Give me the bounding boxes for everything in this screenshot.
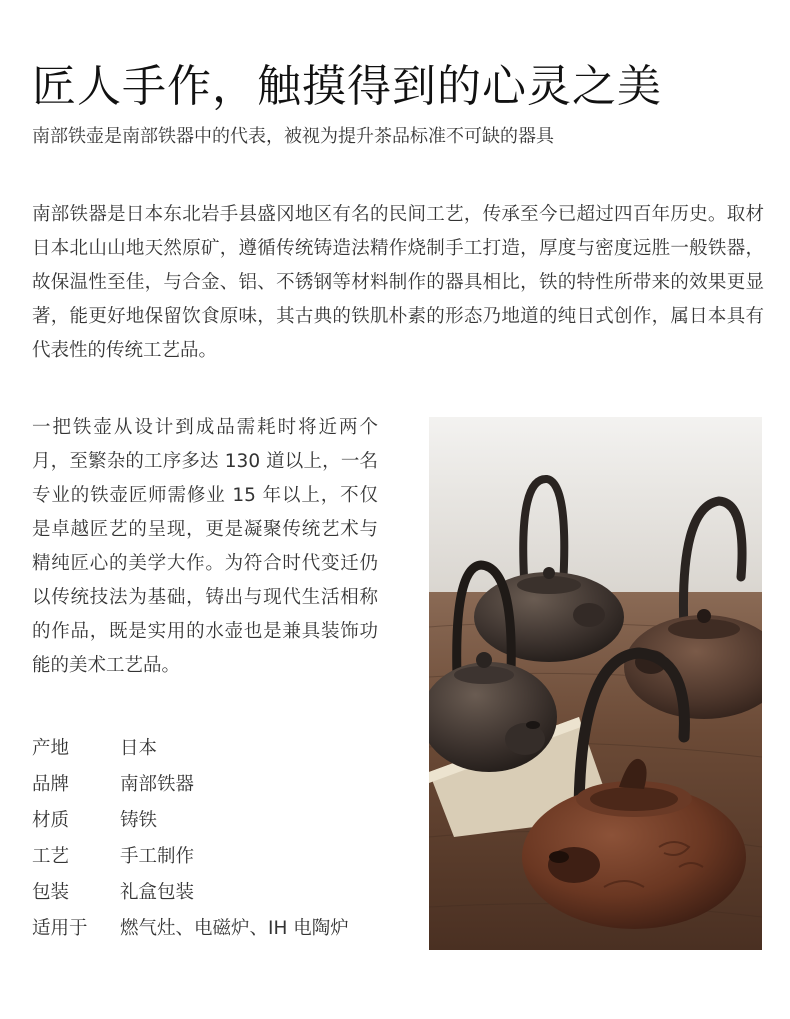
spec-row-compatibility [32, 909, 412, 945]
spec-row-craft [32, 837, 412, 873]
intro-paragraph: 南部铁器是日本东北岩手县盛冈地区有名的民间工艺，传承至今已超过四百年历史。取材日本北山山地天然原矿，遵循传统铸造法精作烧制手工打造，厚度与密度远胜一般铁器，故保温性至佳，与合金、铝、不锈钢等材料制作的器具相比，铁的特性所带来的效果更显著，能更好地保留饮食原味，其古典的铁肌朴素的形态乃地道的纯日式创作，属日本具有代表性的传统工艺品。 [32, 204, 764, 361]
spec-value: 南部铁器 [120, 774, 195, 795]
spec-row-origin [32, 729, 412, 765]
spec-value: 礼盒包装 [120, 882, 195, 903]
page-subtitle: 南部铁壶是南部铁器中的代表，被视为提升茶品标准不可缺的器具 [32, 126, 554, 147]
craft-paragraph: 一把铁壶从设计到成品需耗时将近两个月，至繁杂的工序多达 130 道以上，一名专业的铁壶匠师需修业 15 年以上，不仅是卓越匠艺的呈现，更是凝聚传统艺术与精纯匠心的美学大作。为符合时代变迁仍以传统技法为基础，铸出与现代生活相称的作品，既是实用的水壶也是兼具装饰功能的美术工艺品。 [32, 417, 378, 676]
page-title: 匠人手作，触摸得到的心灵之美 [32, 61, 662, 112]
spec-row-brand [32, 765, 412, 801]
teapot-illustration [429, 417, 762, 950]
spec-key: 品牌 [32, 774, 70, 795]
spec-key: 包装 [32, 882, 70, 903]
spec-key: 材质 [32, 810, 70, 831]
spec-row-material [32, 801, 412, 837]
spec-key: 产地 [32, 738, 70, 759]
spec-value: 铸铁 [120, 810, 158, 831]
spec-value: 燃气灶、电磁炉、IH 电陶炉 [120, 918, 349, 939]
spec-value: 日本 [120, 738, 158, 759]
spec-key: 适用于 [32, 918, 88, 939]
spec-row-packaging [32, 873, 412, 909]
spec-key: 工艺 [32, 846, 70, 867]
spec-list [32, 729, 412, 945]
spec-value: 手工制作 [120, 846, 195, 867]
teapot-photo [429, 417, 762, 950]
